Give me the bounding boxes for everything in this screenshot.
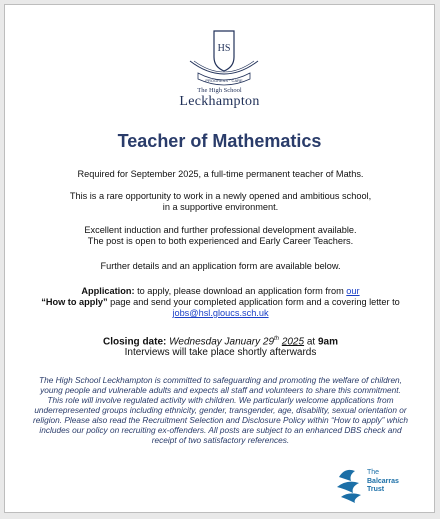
trust-line-3: Trust xyxy=(367,486,385,493)
closing-time: 9am xyxy=(317,336,338,348)
trust-name xyxy=(367,469,427,495)
trust-line-2: Balcarras xyxy=(367,477,399,485)
balcarras-trust-logo-icon xyxy=(335,465,365,505)
disclaimer-line: religion. Please also read the Recruitment Selection and Disclosure Policy within “How to apply” which xyxy=(33,415,408,425)
closing-day-suffix: th xyxy=(274,336,280,342)
disclaimer-line: This role will involve regulated activity with children. We particularly welcome applications from xyxy=(47,395,394,405)
induction-line-1: Excellent induction and further professional development available. xyxy=(84,225,357,235)
opportunity-line-1: This is a rare opportunity to work in a newly opened and ambitious school, xyxy=(69,191,372,201)
requirement-paragraph: Required for September 2025, a full-time permanent teacher of Maths. xyxy=(77,169,364,179)
job-title: Teacher of Mathematics xyxy=(117,131,322,151)
disclaimer-line: young people and vulnerable adults and expects all staff and volunteers to share this commitment. xyxy=(40,385,401,395)
disclaimer-line: receipt of two satisfactory references. xyxy=(151,435,290,445)
email-link[interactable]: jobs@hsl.gloucs.sch.uk xyxy=(172,308,269,318)
our-link[interactable]: our xyxy=(346,286,360,296)
closing-label: Closing date: xyxy=(103,336,167,348)
opportunity-line-2: in a supportive environment. xyxy=(162,202,279,212)
disclaimer-line: The High School Leckhampton is committed to safeguarding and promoting the welfare of children, xyxy=(39,375,402,385)
school-subtitle: The High School xyxy=(197,87,242,94)
closing-year: 2025 xyxy=(281,336,305,348)
safeguarding-disclaimer xyxy=(17,375,424,445)
application-text-2: page and send your completed application form and a covering letter to xyxy=(107,297,400,307)
application-label: Application: xyxy=(81,286,135,296)
disclaimer-line: includes our policy on recruiting ex-offenders. All posts are subject to an enhanced DBS check and xyxy=(39,425,402,435)
trust-line-1: The xyxy=(367,469,380,476)
closing-paragraph xyxy=(15,334,426,358)
how-to-apply-label[interactable]: “How to apply” xyxy=(41,297,108,307)
induction-line-2: The post is open to both experienced and Early Career Teachers. xyxy=(87,236,354,246)
crest-motto: PROGRESS · CARE xyxy=(205,78,243,83)
induction-paragraph xyxy=(15,225,426,247)
school-name: Leckhampton xyxy=(179,94,260,109)
details-paragraph: Further details and an application form are available below. xyxy=(100,261,341,271)
crest-letters: HS xyxy=(217,43,231,54)
closing-at: at xyxy=(304,336,318,348)
closing-day: Wednesday January 29 xyxy=(169,336,275,348)
application-text-1: to apply, please download an application form from xyxy=(134,286,347,296)
school-crest-logo xyxy=(184,27,264,91)
job-advert-page xyxy=(4,4,435,513)
application-paragraph xyxy=(15,286,426,319)
opportunity-paragraph xyxy=(15,191,426,213)
interviews-note: Interviews will take place shortly afterwards xyxy=(124,347,317,359)
disclaimer-line: underrepresented groups including ethnicity, gender, transgender, age, disability, sexual orientation or xyxy=(34,405,407,415)
